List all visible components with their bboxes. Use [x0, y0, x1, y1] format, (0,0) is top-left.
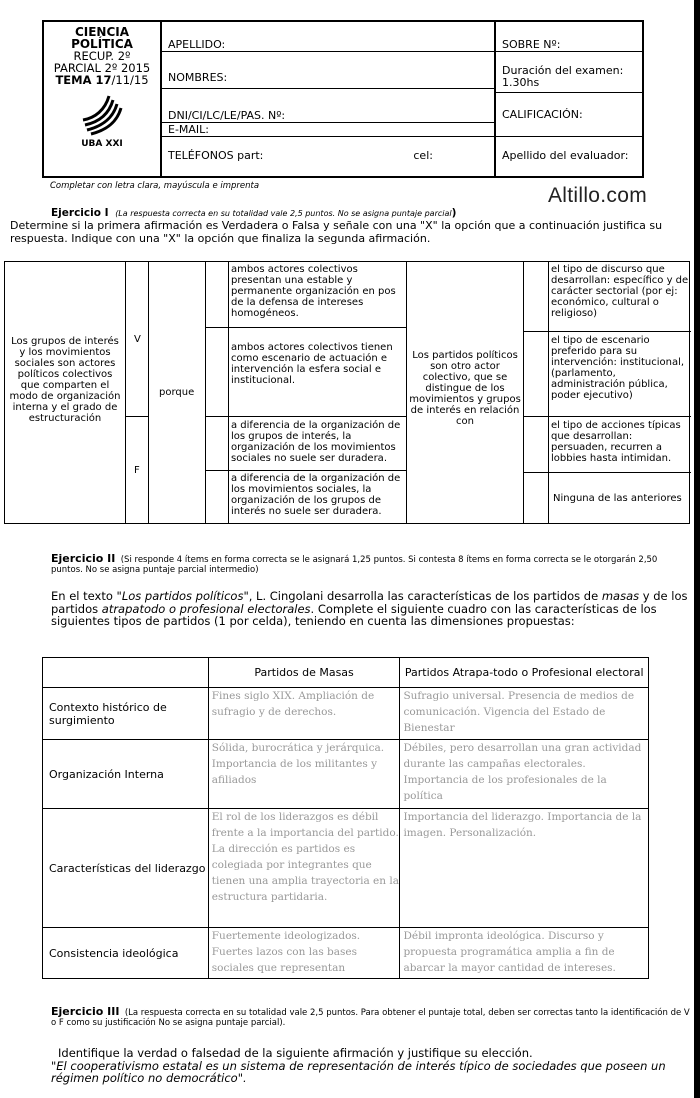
exercise-2-title: Ejercicio II (Si responde 4 ítems en forma correcta se le asignará 1,25 puntos. Si contesta 8 ítems en forma correcta se le otorgarán 2,50 puntos. No se asigna puntaje parcial intermedio) — [51, 552, 658, 575]
answer-cell[interactable]: Débiles, pero desarrollan una gran actividad durante las campañas electorales. Importancia de los profesionales de la política — [400, 740, 649, 809]
completion-option-1[interactable]: el tipo de discurso que desarrollan: específico y de carácter sectorial (por ej: económico, cultural o religioso) — [551, 264, 689, 319]
calificacion-field[interactable]: CALIFICACIÓN: — [496, 93, 642, 137]
uba-logo-text: UBA XXI — [81, 139, 123, 149]
row-label: Consistencia ideológica — [43, 928, 209, 979]
col-header-atrapa-todo: Partidos Atrapa-todo o Profesional electoral — [400, 658, 649, 688]
table-row — [43, 688, 649, 740]
completion-option-3[interactable]: el tipo de acciones típicas que desarrollan: persuaden, recurren a lobbies hasta intimidan. — [551, 420, 681, 464]
sobre-field[interactable]: SOBRE Nº: — [496, 22, 642, 52]
answer-cell[interactable]: El rol de los liderazgos es débil frente a la importancia del partido. La dirección es partidos es colegiada por integrantes que tienen una amplia trayectoria en la estructura partidaria. — [208, 809, 400, 928]
exam-type: RECUP. 2º — [73, 49, 131, 63]
row-label: Organización Interna — [43, 740, 209, 809]
completion-option-2[interactable]: el tipo de escenario preferido para su intervención: institucional, (parlamento, administración pública, poder ejecutivo) — [551, 335, 685, 401]
course-title: CIENCIA POLÍTICA — [71, 25, 133, 51]
page-edge-bar — [694, 0, 700, 1098]
apellido-field[interactable]: APELLIDO: — [162, 22, 494, 52]
fill-instructions: Completar con letra clara, mayúscula e imprenta — [50, 181, 260, 191]
true-option[interactable]: V — [134, 334, 141, 345]
exercise-3-title: Ejercicio III (La respuesta correcta en su totalidad vale 2,5 puntos. Para obtener el puntaje total, deben ser correctas tanto la identificación de V o F como su justificación No se asigna puntaje parcial). — [51, 1005, 690, 1028]
exam-info — [496, 22, 642, 176]
answer-cell[interactable]: Importancia del liderazgo. Importancia de la imagen. Personalización. — [400, 809, 649, 928]
table-row — [43, 809, 649, 928]
dni-field[interactable]: DNI/CI/LC/LE/PAS. Nº: — [162, 89, 494, 123]
exercise-2-table — [42, 657, 649, 979]
row-label: Contexto histórico de surgimiento — [43, 688, 209, 740]
completion-option-4[interactable]: Ninguna de las anteriores — [553, 493, 682, 504]
exam-period: PARCIAL 2º 2015 — [53, 61, 151, 75]
student-fields — [162, 22, 496, 176]
course-block — [44, 22, 162, 176]
duracion-info: Duración del examen: 1.30hs — [496, 52, 642, 93]
answer-cell[interactable]: Sólida, burocrática y jerárquica. Importancia de los militantes y afiliados — [208, 740, 400, 809]
email-field[interactable]: E-MAIL: — [162, 123, 494, 137]
exercise-2-instructions: En el texto "Los partidos políticos", L. Cingolani desarrolla las características de los partidos de masas y de los partidos atrapatodo o profesional electorales. Complete el siguiente cuadro con las características de los siguientes tipos de partidos (1 por celda), teniendo en cuenta las dimensiones propuestas: — [51, 589, 688, 628]
table-row — [43, 928, 649, 979]
justification-option-3[interactable]: a diferencia de la organización de los grupos de interés, la organización de los movimientos sociales no suele ser duradera. — [231, 420, 401, 464]
col-header-masas: Partidos de Masas — [208, 658, 400, 688]
nombres-field[interactable]: NOMBRES: — [162, 52, 494, 89]
uba-logo-icon — [79, 94, 125, 136]
exam-theme: TEMA 17/11/15 — [55, 73, 149, 87]
false-option[interactable]: F — [134, 465, 140, 476]
justification-option-4[interactable]: a diferencia de la organización de los movimientos sociales, la organización de los grupos de interés no suele ser duradera. — [231, 473, 401, 517]
exercise-3-instructions: Identifique la verdad o falsedad de la siguiente afirmación y justifique su elección. "El cooperativismo estatal es un sistema de representación de interés típico de sociedades que poseen un régimen político no democrático". — [51, 1047, 691, 1085]
telefonos-field[interactable]: TELÉFONOS part: cel: — [168, 149, 433, 162]
exam-header — [42, 20, 644, 178]
porque-label: porque — [159, 387, 195, 398]
statement-2: Los partidos políticos son otro actor colectivo, que se distingue de los movimientos y grupos de interés en relación con — [409, 350, 521, 427]
exercise-1-table — [4, 261, 690, 524]
empty-header-cell — [43, 658, 209, 688]
table-row — [43, 740, 649, 809]
justification-option-1[interactable]: ambos actores colectivos presentan una estable y permanente organización en pos de la defensa de intereses homogéneos. — [231, 264, 396, 319]
exercise-3-quote: "El cooperativismo estatal es un sistema de representación de interés típico de sociedades que poseen un régimen político no democrático". — [51, 1058, 666, 1085]
cel-field[interactable]: cel: — [413, 149, 433, 162]
answer-cell[interactable]: Sufragio universal. Presencia de medios de comunicación. Vigencia del Estado de Bienestar — [400, 688, 649, 740]
row-label: Características del liderazgo — [43, 809, 209, 928]
watermark: Altillo.com — [548, 184, 647, 207]
exercise-1-instructions: Determine si la primera afirmación es Verdadera o Falsa y señale con una "X" la opción que a continuación justifica su respuesta. Indique con una "X" la opción que finaliza la segunda afirmación. — [10, 219, 663, 245]
justification-option-2[interactable]: ambos actores colectivos tienen como escenario de actuación e intervención la esfera social e institucional. — [231, 342, 393, 386]
evaluador-field[interactable]: Apellido del evaluador: — [502, 149, 629, 162]
table-header-row — [43, 658, 649, 688]
answer-cell[interactable]: Débil impronta ideológica. Discurso y propuesta programática amplia a fin de abarcar la mayor cantidad de intereses. — [400, 928, 649, 979]
exercise-1-title: Ejercicio I (La respuesta correcta en su totalidad vale 2,5 puntos. No se asigna puntaje parcial) — [51, 207, 457, 219]
answer-cell[interactable]: Fines siglo XIX. Ampliación de sufragio y de derechos. — [208, 688, 400, 740]
statement-1: Los grupos de interés y los movimientos sociales son actores políticos colectivos que comparten el modo de organización interna y el grado de estructuración — [9, 336, 121, 424]
answer-cell[interactable]: Fuertemente ideologizados. Fuertes lazos con las bases sociales que representan — [208, 928, 400, 979]
